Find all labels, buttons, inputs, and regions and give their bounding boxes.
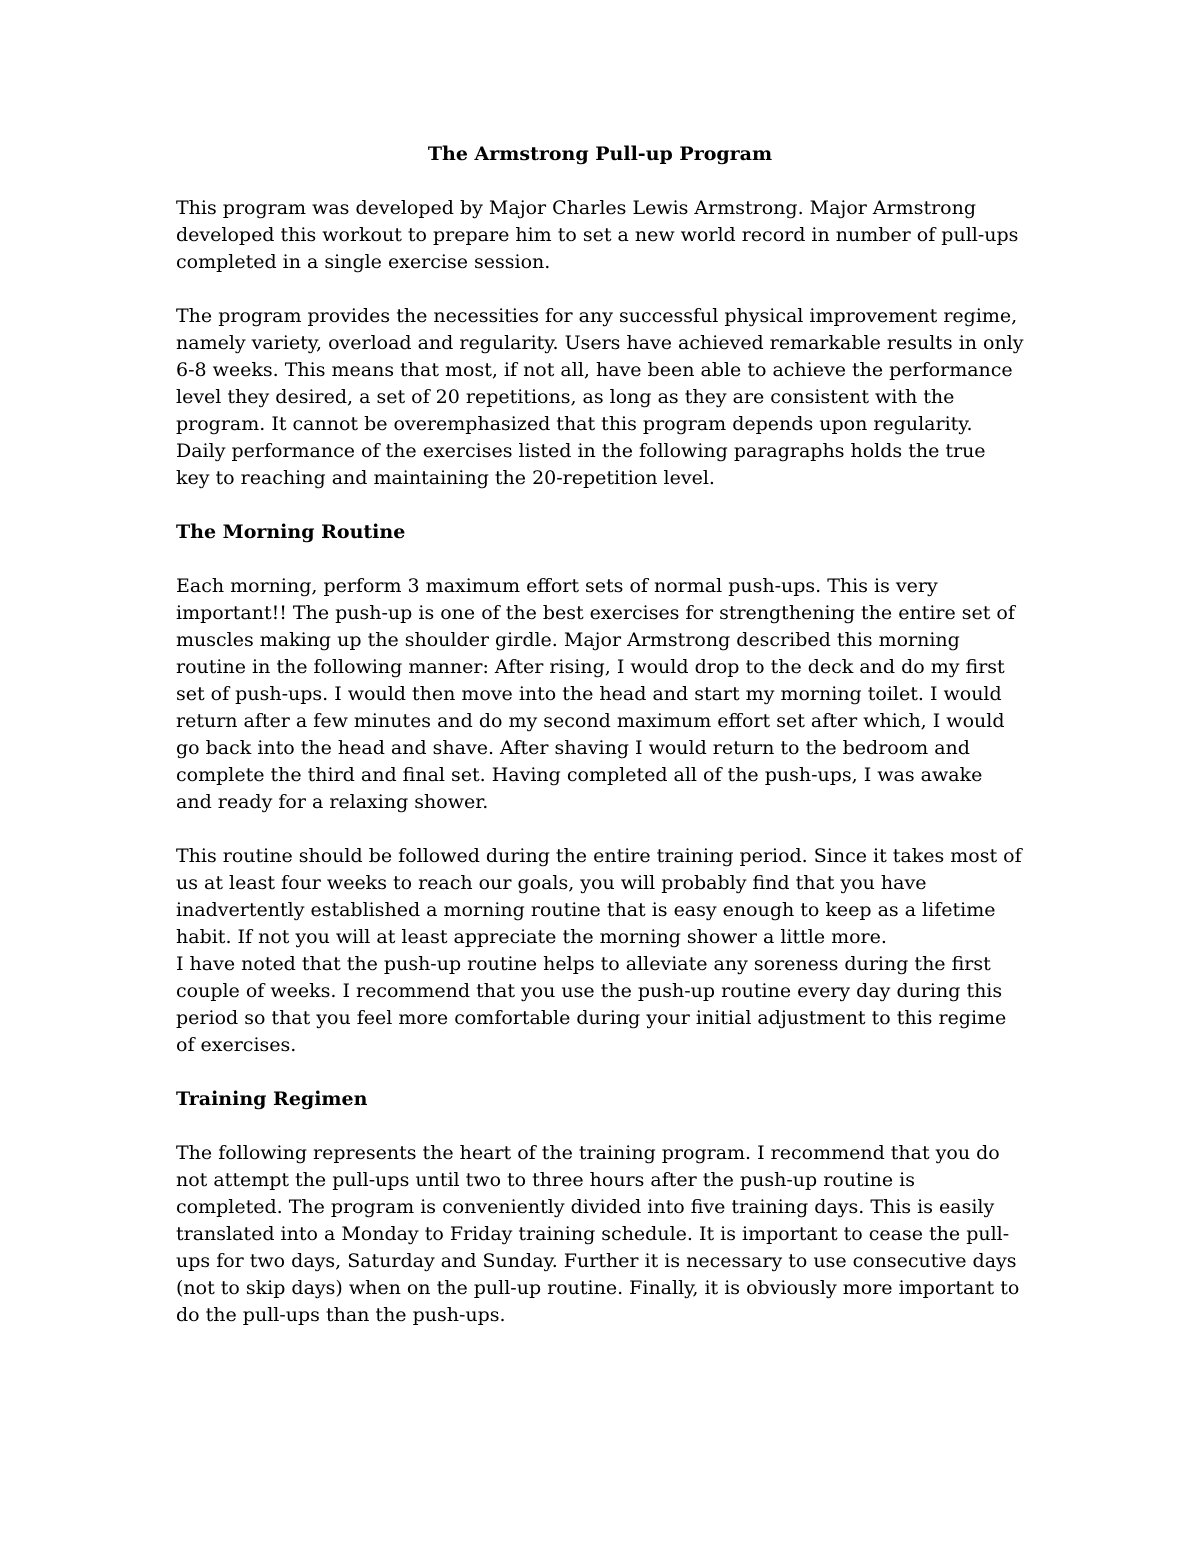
morning-paragraph-3: I have noted that the push-up routine helps to alleviate any soreness during the first couple of weeks. I recommend that you use the push-up routine every day during this period so that you feel more comfortable during your initial adjustment to this regime of exercises.: [176, 953, 1007, 1056]
morning-paragraph-2: This routine should be followed during the entire training period. Since it takes most of us at least four weeks to reach our goals, you will probably find that you have inadvertently established a morning routine that is easy enough to keep as a lifetime habit. If not you will at least appreciate the morning shower a little more.: [176, 845, 1022, 948]
document-body: [176, 141, 1024, 1356]
intro-paragraph-1: This program was developed by Major Charles Lewis Armstrong. Major Armstrong developed this workout to prepare him to set a new world record in number of pull-ups completed in a single exercise session.: [176, 197, 1019, 273]
training-paragraph-1: The following represents the heart of the training program. I recommend that you do not attempt the pull-ups until two to three hours after the push-up routine is completed. The program is conveniently divided into five training days. This is easily translated into a Monday to Friday training schedule. It is important to cease the pull-ups for two days, Saturday and Sunday. Further it is necessary to use consecutive days (not to skip days) when on the pull-up routine. Finally, it is obviously more important to do the pull-ups than the push-ups.: [176, 1142, 1020, 1326]
intro-paragraph-2: The program provides the necessities for any successful physical improvement regime, namely variety, overload and regularity. Users have achieved remarkable results in only 6-8 weeks. This means that most, if not all, have been able to achieve the performance level they desired, a set of 20 repetitions, as long as they are consistent with the program. It cannot be overemphasized that this program depends upon regularity. Daily performance of the exercises listed in the following paragraphs holds the true key to reaching and maintaining the 20-repetition level.: [176, 305, 1024, 489]
section-heading-morning-routine: The Morning Routine: [176, 521, 406, 543]
section-heading-training-regimen: Training Regimen: [176, 1088, 368, 1110]
morning-paragraph-1: Each morning, perform 3 maximum effort sets of normal push-ups. This is very important!! The push-up is one of the best exercises for strengthening the entire set of muscles making up the shoulder girdle. Major Armstrong described this morning routine in the following manner: After rising, I would drop to the deck and do my first set of push-ups. I would then move into the head and start my morning toilet. I would return after a few minutes and do my second maximum effort set after which, I would go back into the head and shave. After shaving I would return to the bedroom and complete the third and final set. Having completed all of the push-ups, I was awake and ready for a relaxing shower.: [176, 575, 1015, 813]
document-title: The Armstrong Pull-up Program: [427, 143, 773, 165]
